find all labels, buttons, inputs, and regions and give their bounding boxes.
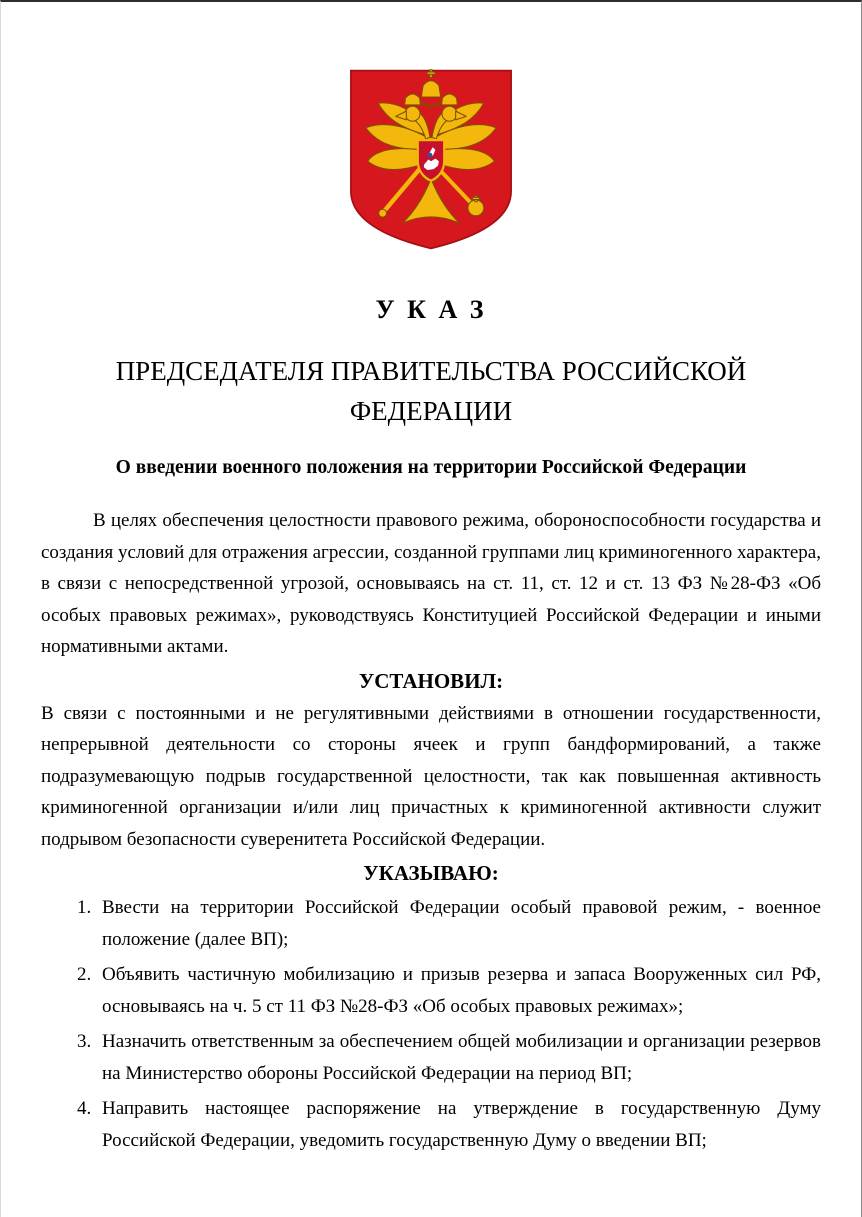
rider-cape [428, 153, 433, 158]
preamble-paragraph: В целях обеспечения целостности правового режима, обороноспособности государства и создания условий для отражения агрессии, созданной группами лиц криминогенного характера, в связи с непосредственной угрозой, основываясь на ст. 11, ст. 12 и ст. 13 ФЗ №28-ФЗ «Об особых правовых режимах», руководствуясь Конституцией Российской Федерации и иными нормативными актами. [41, 510, 821, 657]
inner-shield [418, 140, 444, 180]
document-subject: О введении военного положения на территории Российской Федерации [115, 457, 747, 478]
order-heading: УКАЗЫВАЮ: [363, 861, 499, 885]
decree-item-3: 3. Назначить ответственным за обеспечением общей мобилизации и организации резервов на Министерство обороны Российской Федерации на период ВП; [96, 1026, 821, 1089]
decree-item-1: 1. Ввести на территории Российской Федерации особый правовой режим, - военное положение (далее ВП); [96, 892, 821, 955]
coat-of-arms-russia-icon [343, 66, 519, 253]
decree-items-list [41, 892, 821, 1156]
decree-item-2: 2. Объявить частичную мобилизацию и призыв резерва и запаса Вооруженных сил РФ, основываясь на ч. 5 ст 11 ФЗ №28-ФЗ «Об особых правовых режимах»; [96, 959, 821, 1022]
emblem-container [41, 2, 821, 253]
resolution-paragraph: В связи с постоянными и не регулятивными действиями в отношении государственности, непрерывной деятельности со стороны ячеек и групп бандформирований, а также подразумевающую подрыв государственной целостности, так как повышенная активность криминогенной организации и/или лиц причастных к криминогенной активности служит подрывом безопасности суверенитета Российской Федерации. [41, 702, 821, 850]
document-title: У К А З [375, 295, 487, 324]
document-issuer: ПРЕДСЕДАТЕЛЯ ПРАВИТЕЛЬСТВА РОССИЙСКОЙ ФЕДЕРАЦИИ [115, 356, 747, 426]
decree-item-4: 4. Направить настоящее распоряжение на утверждение в государственную Думу Российской Федерации, уведомить государственную Думу о введении ВП; [96, 1093, 821, 1156]
resolution-heading: УСТАНОВИЛ: [358, 668, 504, 693]
decree-document [1, 2, 861, 1156]
